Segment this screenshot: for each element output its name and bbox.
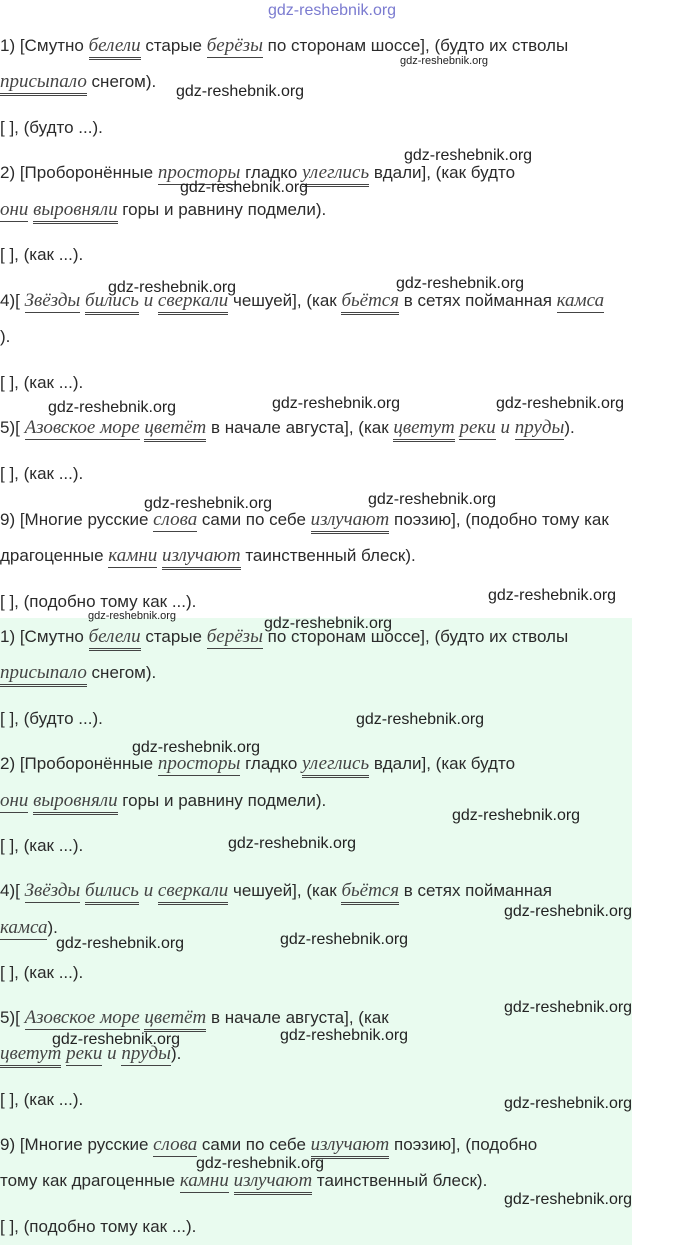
- subject-word: камса: [556, 290, 605, 311]
- subject-word: реки: [66, 1043, 103, 1064]
- predicate-word: бьётся: [341, 880, 399, 905]
- predicate-word: цветут: [0, 1043, 61, 1068]
- predicate-word: бились: [85, 290, 139, 315]
- watermark: gdz-reshebnik.org: [52, 1031, 181, 1048]
- sentence-4-line-1: 4)[ Звёзды бились и сверкали чешуей], (как бьётся в сетях пойманная камса: [0, 289, 604, 313]
- predicate-word: белели: [89, 35, 141, 60]
- subject-word: слова: [153, 509, 198, 530]
- watermark: gdz-reshebnik.org: [280, 931, 409, 948]
- watermark: gdz-reshebnik.org: [180, 179, 309, 196]
- subject-word: слова: [153, 1134, 198, 1155]
- predicate-word: присыпало: [0, 662, 87, 687]
- sentence-9-line-2: драгоценные камни излучают таинственный блеск).: [0, 544, 416, 568]
- watermark: gdz-reshebnik.org: [400, 55, 489, 67]
- predicate-word: излучают: [234, 1170, 313, 1195]
- predicate-word: сверкали: [158, 290, 228, 315]
- scheme-9: [ ], (подобно тому как ...).: [0, 1217, 197, 1236]
- sentence-9-line-1: 9) [Многие русские слова сами по себе излучают поэзию], (подобно тому как: [0, 508, 609, 532]
- subject-word: просторы: [157, 753, 241, 774]
- sentence-5-line-1: 5)[ Азовское море цветёт в начале августа], (как цветут реки и пруды).: [0, 416, 575, 440]
- predicate-word: излучают: [311, 1134, 390, 1159]
- sentence-1-line-2: присыпало снегом).: [0, 661, 156, 685]
- scheme-1: [ ], (будто ...).: [0, 118, 103, 137]
- watermark: gdz-reshebnik.org: [56, 935, 185, 952]
- subject-word: камса: [0, 917, 48, 938]
- watermark: gdz-reshebnik.org: [396, 275, 525, 292]
- predicate-word: сверкали: [158, 880, 228, 905]
- scheme-5: [ ], (как ...).: [0, 1090, 84, 1109]
- watermark: gdz-reshebnik.org: [228, 835, 357, 852]
- sentence-5-line-1: 5)[ Азовское море цветёт в начале августа], (как: [0, 1006, 389, 1030]
- sentence-9-line-2: тому как драгоценные камни излучают таинственный блеск).: [0, 1169, 487, 1193]
- predicate-word: присыпало: [0, 71, 87, 96]
- scheme-5: [ ], (как ...).: [0, 464, 84, 483]
- watermark: gdz-reshebnik.org: [496, 395, 625, 412]
- watermark: gdz-reshebnik.org: [144, 495, 273, 512]
- sentence-4-line-1: 4)[ Звёзды бились и сверкали чешуей], (как бьётся в сетях пойманная: [0, 879, 552, 903]
- watermark: gdz-reshebnik.org: [356, 711, 485, 728]
- watermark: gdz-reshebnik.org: [452, 807, 581, 824]
- watermark: gdz-reshebnik.org: [280, 1027, 409, 1044]
- predicate-word: выровняли: [33, 199, 117, 224]
- predicate-word: улеглись: [302, 753, 369, 778]
- watermark: gdz-reshebnik.org: [368, 491, 497, 508]
- watermark: gdz-reshebnik.org: [272, 395, 401, 412]
- subject-word: берёзы: [206, 35, 263, 56]
- subject-word: пруды: [121, 1043, 171, 1064]
- sentence-2-line-2: они выровняли горы и равнину подмели).: [0, 789, 326, 813]
- sentence-1-line-2: присыпало снегом).: [0, 70, 156, 94]
- subject-word: реки: [459, 417, 496, 438]
- predicate-word: излучают: [162, 545, 241, 570]
- subject-word: Азовское море: [24, 417, 140, 438]
- watermark: gdz-reshebnik.org: [196, 1155, 325, 1172]
- subject-word: Звёзды: [24, 880, 81, 901]
- subject-word: берёзы: [206, 626, 263, 647]
- watermark: gdz-reshebnik.org: [504, 999, 633, 1016]
- sentence-1-line-1: 1) [Смутно белели старые берёзы по сторонам шоссе], (будто их стволы: [0, 34, 568, 58]
- sentence-4-line-2: камса).: [0, 917, 58, 938]
- predicate-word: цветёт: [144, 417, 206, 442]
- predicate-word: цветёт: [144, 1007, 206, 1032]
- predicate-word: белели: [89, 626, 141, 651]
- sentence-9-line-1: 9) [Многие русские слова сами по себе излучают поэзию], (подобно: [0, 1133, 537, 1157]
- sentence-2-line-1: 2) [Проборонённые просторы гладко улеглись вдали], (как будто: [0, 161, 515, 185]
- predicate-word: бьётся: [341, 290, 399, 315]
- predicate-word: излучают: [311, 509, 390, 534]
- predicate-word: цветут: [393, 417, 454, 442]
- subject-word: камни: [108, 545, 158, 566]
- sentence-1-line-1: 1) [Смутно белели старые берёзы по сторонам шоссе], (будто их стволы: [0, 625, 568, 649]
- watermark: gdz-reshebnik.org: [132, 739, 261, 756]
- predicate-word: выровняли: [33, 790, 117, 815]
- scheme-9: [ ], (подобно тому как ...).: [0, 592, 197, 611]
- predicate-word: бились: [85, 880, 139, 905]
- watermark: gdz-reshebnik.org: [48, 399, 177, 416]
- scheme-2: [ ], (как ...).: [0, 836, 84, 855]
- scheme-4: [ ], (как ...).: [0, 373, 84, 392]
- watermark: gdz-reshebnik.org: [504, 1191, 633, 1208]
- subject-word: они: [0, 199, 29, 220]
- subject-word: они: [0, 790, 29, 811]
- subject-word: Звёзды: [24, 290, 81, 311]
- scheme-1: [ ], (будто ...).: [0, 709, 103, 728]
- subject-word: камни: [179, 1170, 229, 1191]
- watermark: gdz-reshebnik.org: [264, 615, 393, 632]
- watermark: gdz-reshebnik.org: [88, 610, 177, 622]
- header-site-link[interactable]: gdz-reshebnik.org: [268, 2, 397, 19]
- predicate-word: улеглись: [302, 162, 369, 187]
- watermark: gdz-reshebnik.org: [176, 83, 305, 100]
- watermark: gdz-reshebnik.org: [404, 147, 533, 164]
- watermark: gdz-reshebnik.org: [504, 1095, 633, 1112]
- sentence-5-line-2: цветут реки и пруды).: [0, 1042, 181, 1066]
- subject-word: просторы: [157, 162, 241, 183]
- scheme-2: [ ], (как ...).: [0, 245, 84, 264]
- scheme-4: [ ], (как ...).: [0, 963, 84, 982]
- subject-word: пруды: [514, 417, 565, 438]
- sentence-2-line-2: они выровняли горы и равнину подмели).: [0, 198, 326, 222]
- watermark: gdz-reshebnik.org: [108, 279, 237, 296]
- subject-word: Азовское море: [24, 1007, 140, 1028]
- watermark: gdz-reshebnik.org: [504, 903, 633, 920]
- sentence-2-line-1: 2) [Проборонённые просторы гладко улеглись вдали], (как будто: [0, 752, 515, 776]
- sentence-4-line-2: ).: [0, 327, 11, 346]
- watermark: gdz-reshebnik.org: [488, 587, 617, 604]
